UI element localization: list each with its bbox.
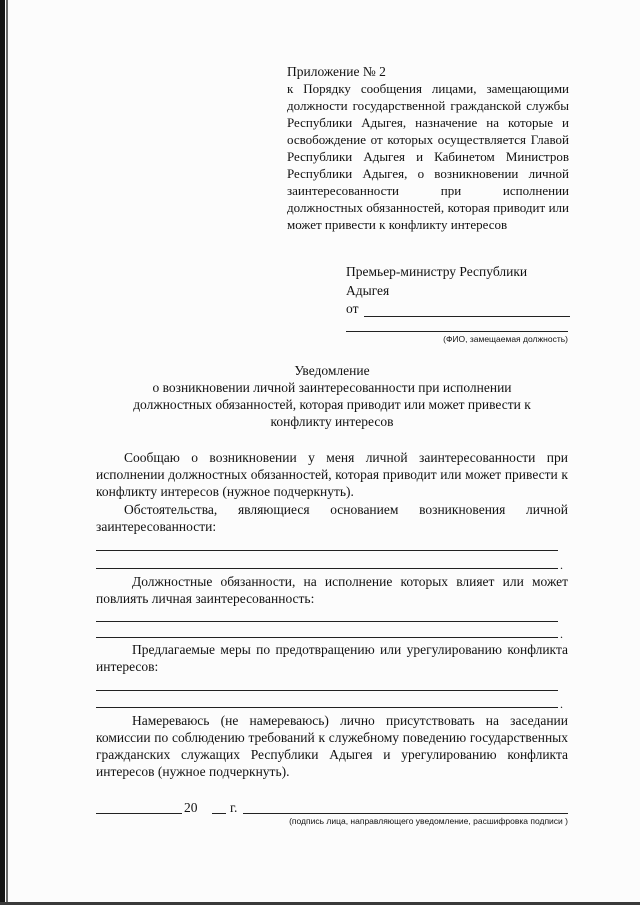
paragraph-notice: Сообщаю о возникновении у меня личной заинтересованности при исполнении должностных обязанностей, которая приводит или может привести к конфликту интересов (нужное подчеркнуть). [96, 450, 568, 499]
annex-title: Приложение № 2 [287, 64, 386, 79]
fill-line [96, 568, 558, 569]
fill-line [96, 690, 558, 691]
fill-line [96, 637, 558, 638]
year-blank [212, 813, 226, 814]
from-label: от [346, 301, 359, 316]
date-blank [96, 813, 182, 814]
heading-line-3: должностных обязанностей, которая приводит или может привести к [133, 397, 531, 412]
document-heading [96, 362, 568, 430]
signature-blank [243, 813, 568, 814]
paragraph-measures: Предлагаемые меры по предотвращению или урегулированию конфликта интересов: [96, 642, 568, 674]
addressee [346, 262, 570, 300]
scan-left-edge [0, 0, 5, 905]
line-end-period: . [560, 558, 563, 572]
addressee-line-2: Адыгея [346, 283, 390, 298]
fill-line [96, 621, 558, 622]
heading-title: Уведомление [294, 363, 370, 378]
scan-left-edge-shadow [6, 0, 8, 905]
paragraph-duties: Должностные обязанности, на исполнение которых влияет или может повлиять личная заинтересованность: [96, 574, 568, 606]
annex-text: к Порядку сообщения лицами, замещающими должности государственной гражданской службы Республики Адыгея, назначение на которые и освобождение от которых осуществляется Главой Республики Адыгея и Кабинетом Министров Республики Адыгея, о возникновении личной заинтересованности при исполнении должностных обязанностей, которая приводит или может привести к конфликту интересов [287, 81, 569, 232]
paragraph-attendance: Намереваюсь (не намереваюсь) лично присутствовать на заседании комиссии по соблюдению требований к служебному поведению государственных гражданских служащих Республики Адыгея и урегулированию конфликта интересов (нужное подчеркнуть). [96, 713, 568, 779]
year-suffix: г. [230, 800, 238, 815]
from-field-line [364, 304, 570, 317]
line-end-period: . [560, 697, 563, 711]
heading-line-4: конфликту интересов [270, 414, 394, 429]
fill-line [96, 550, 558, 551]
from-line [346, 301, 570, 317]
signature-caption: (подпись лица, направляющего уведомление, расшифровка подписи ) [289, 816, 568, 826]
year-prefix: 20 [184, 800, 198, 815]
paragraph-circumstances: Обстоятельства, являющиеся основанием возникновения личной заинтересованности: [96, 502, 568, 534]
line-end-period: . [560, 627, 563, 641]
fill-line [96, 707, 558, 708]
fio-field-line [346, 331, 568, 332]
addressee-line-1: Премьер-министру Республики [346, 264, 528, 279]
heading-line-2: о возникновении личной заинтересованности при исполнении [152, 380, 512, 395]
fio-caption: (ФИО, замещаемая должность) [443, 334, 568, 344]
